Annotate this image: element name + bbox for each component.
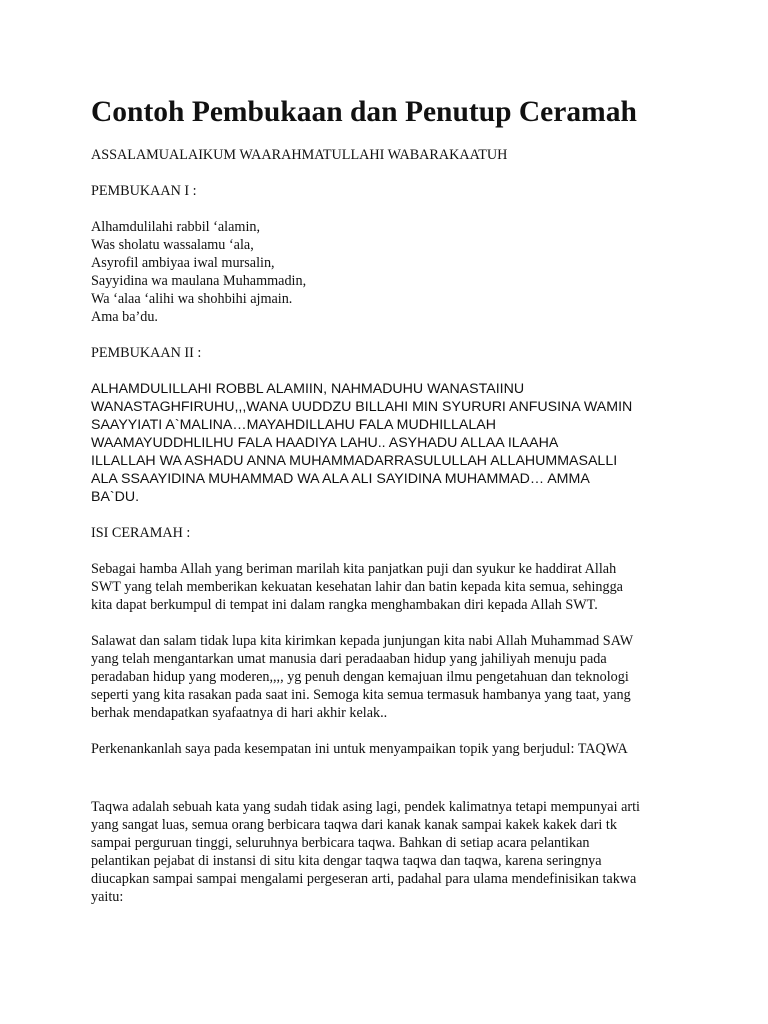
content-paragraph-4 — [91, 798, 711, 906]
opening2-line: ILLALLAH WA ASHADU ANNA MUHAMMADARRASULULLAH ALLAHUMMASALLI — [91, 453, 618, 469]
paragraph-line: Salawat dan salam tidak lupa kita kirimkan kepada junjungan kita nabi Allah Muhammad SAW — [91, 633, 634, 649]
opening2-line: WAAMAYUDDHLILHU FALA HAADIYA LAHU.. ASYHADU ALLAA ILAAHA — [91, 435, 559, 451]
paragraph-line: Perkenankanlah saya pada kesempatan ini untuk menyampaikan topik yang berjudul: TAQWA — [91, 741, 628, 757]
opening2-line: WANASTAGHFIRUHU,,,WANA UUDDZU BILLAHI MIN SYURURI ANFUSINA WAMIN — [91, 399, 633, 415]
opening2-text — [91, 380, 711, 506]
opening2-line: BA`DU. — [91, 489, 140, 505]
paragraph-line: SWT yang telah memberikan kekuatan kesehatan lahir dan batin kepada kita semua, sehingga — [91, 579, 623, 595]
opening1-line: Sayyidina wa maulana Muhammadin, — [91, 273, 307, 289]
paragraph-line: pelantikan pejabat di instansi di situ kita dengar taqwa taqwa dan taqwa, karena seringnya — [91, 853, 602, 869]
greeting-text: ASSALAMUALAIKUM WAARAHMATULLAHI WABARAKAATUH — [91, 147, 508, 163]
content-heading: ISI CERAMAH : — [91, 525, 191, 541]
content-paragraph-3 — [91, 740, 711, 758]
opening1-line: Was sholatu wassalamu ‘ala, — [91, 237, 254, 253]
content-paragraph-2 — [91, 632, 711, 722]
paragraph-line: berhak mendapatkan syafaatnya di hari akhir kelak.. — [91, 705, 388, 721]
opening1-line: Alhamdulilahi rabbil ‘alamin, — [91, 219, 261, 235]
paragraph-line: Taqwa adalah sebuah kata yang sudah tidak asing lagi, pendek kalimatnya tetapi mempunyai arti — [91, 799, 640, 815]
paragraph-line: seperti yang kita rasakan pada saat ini. Semoga kita semua termasuk hambanya yang taat, yang — [91, 687, 631, 703]
paragraph-line: yaitu: — [91, 889, 124, 905]
paragraph-line: sampai perguruan tinggi, seluruhnya berbicara taqwa. Bahkan di setiap acara pelantikan — [91, 835, 590, 851]
paragraph-line: kita dapat berkumpul di tempat ini dalam rangka menghambakan diri kepada Allah SWT. — [91, 597, 598, 613]
paragraph-line: yang telah mengantarkan umat manusia dari peradaaban hidup yang jahiliyah menuju pada — [91, 651, 607, 667]
opening1-heading: PEMBUKAAN I : — [91, 183, 197, 199]
content-paragraph-1 — [91, 560, 711, 614]
paragraph-line: yang sangat luas, semua orang berbicara taqwa dari kanak kanak sampai kakek kakek dari tk — [91, 817, 617, 833]
paragraph-line: Sebagai hamba Allah yang beriman marilah kita panjatkan puji dan syukur ke haddirat Allah — [91, 561, 617, 577]
opening1-text — [91, 218, 711, 326]
document-page — [91, 92, 711, 906]
opening2-line: SAAYYIATI A`MALINA…MAYAHDILLAHU FALA MUDHILLALAH — [91, 417, 496, 433]
opening2-heading: PEMBUKAAN II : — [91, 345, 202, 361]
paragraph-line: peradaban hidup yang moderen,,,, yg penuh dengan kemajuan ilmu pengetahuan dan teknologi — [91, 669, 629, 685]
paragraph-line: diucapkan sampai sampai mengalami pergeseran arti, padahal para ulama mendefinisikan takwa — [91, 871, 637, 887]
opening1-line: Wa ‘alaa ‘alihi wa shohbihi ajmain. — [91, 291, 293, 307]
opening1-line: Ama ba’du. — [91, 309, 158, 325]
opening1-line: Asyrofil ambiyaa iwal mursalin, — [91, 255, 275, 271]
document-title: Contoh Pembukaan dan Penutup Ceramah — [91, 96, 637, 128]
opening2-line: ALA SSAAYIDINA MUHAMMAD WA ALA ALI SAYIDINA MUHAMMAD… AMMA — [91, 471, 590, 487]
opening2-line: ALHAMDULILLAHI ROBBL ALAMIIN, NAHMADUHU WANASTAIINU — [91, 381, 525, 397]
